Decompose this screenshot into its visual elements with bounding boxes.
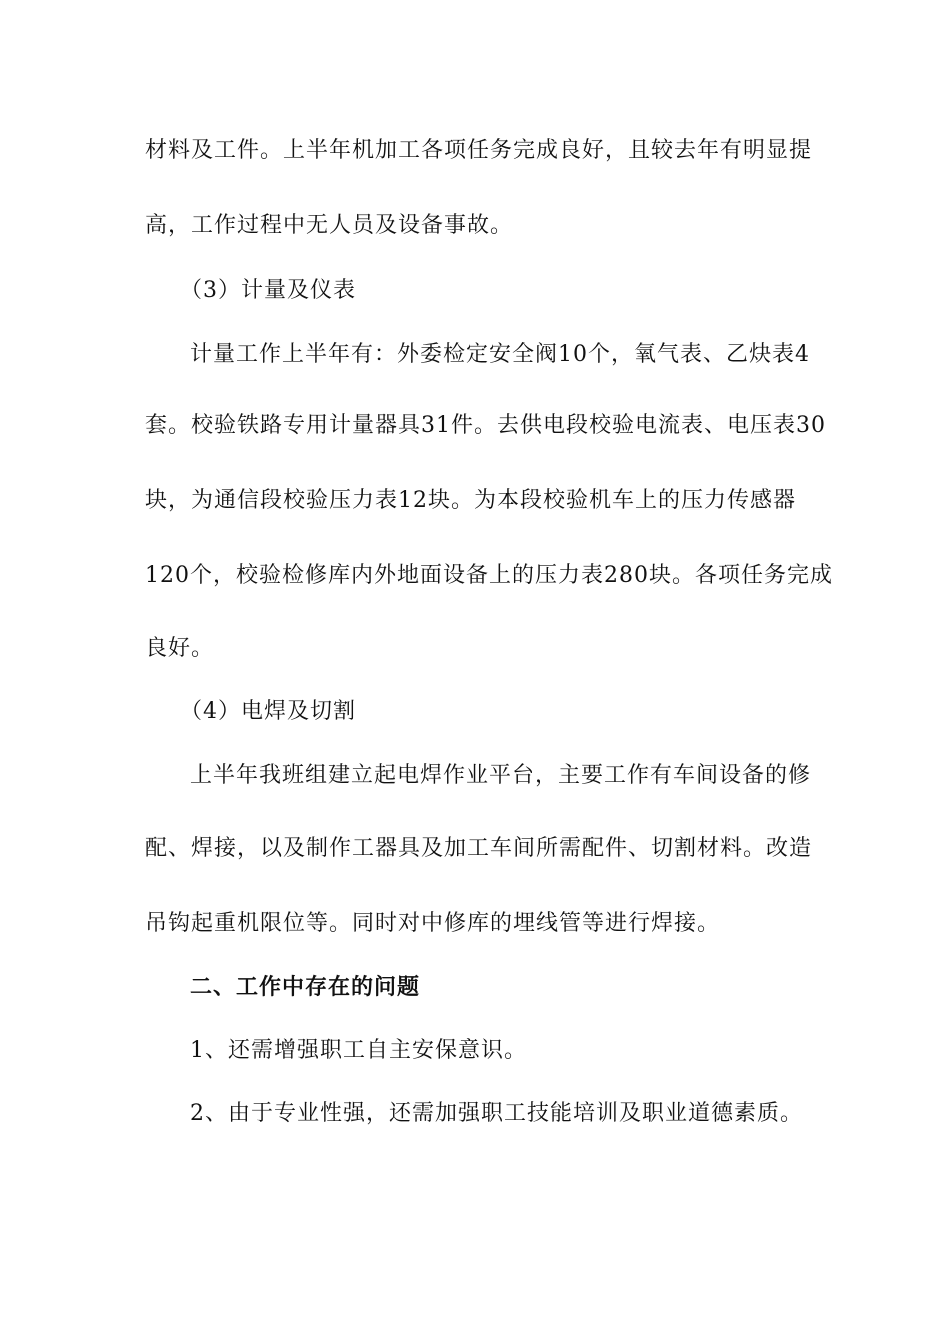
paragraph-line: 高，工作过程中无人员及设备事故。	[145, 213, 514, 238]
list-item: 2、由于专业性强，还需加强职工技能培训及职业道德素质。	[190, 1101, 803, 1126]
paragraph-line: 上半年我班组建立起电焊作业平台，主要工作有车间设备的修	[190, 763, 812, 788]
paragraph-line: 材料及工件。上半年机加工各项任务完成良好，且较去年有明显提	[145, 138, 813, 163]
paragraph-line: 良好。	[145, 636, 215, 661]
paragraph-line: 计量工作上半年有：外委检定安全阀10个，氧气表、乙炔表4	[190, 342, 810, 367]
paragraph-line: 套。校验铁路专用计量器具31件。去供电段校验电流表、电压表30	[145, 413, 826, 438]
paragraph-line: 吊钩起重机限位等。同时对中修库的埋线管等进行焊接。	[145, 911, 721, 936]
section-heading-problems: 二、工作中存在的问题	[190, 974, 421, 1000]
list-item: 1、还需增强职工自主安保意识。	[190, 1038, 527, 1063]
section-heading-3: （3）计量及仪表	[180, 278, 356, 303]
paragraph-line: 120个，校验检修库内外地面设备上的压力表280块。各项任务完成	[145, 563, 833, 588]
paragraph-line: 块，为通信段校验压力表12块。为本段校验机车上的压力传感器	[145, 488, 796, 513]
section-heading-4: （4）电焊及切割	[180, 699, 356, 724]
paragraph-line: 配、焊接，以及制作工器具及加工车间所需配件、切割材料。改造	[145, 836, 813, 861]
